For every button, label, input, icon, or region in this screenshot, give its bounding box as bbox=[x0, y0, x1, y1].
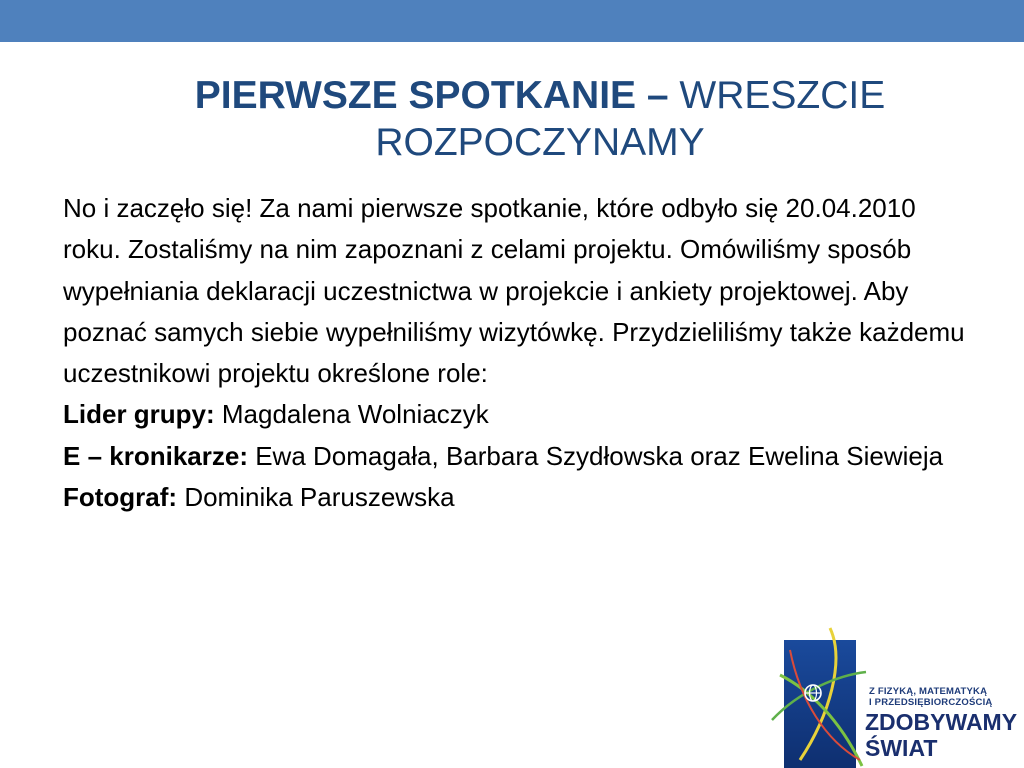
role-line-photographer bbox=[63, 477, 973, 518]
role-label: Lider grupy: bbox=[63, 399, 215, 430]
logo-caption-line: I PRZEDSIĘBIORCZOŚCIĄ bbox=[869, 697, 993, 708]
slide-body bbox=[63, 188, 973, 518]
top-accent-bar bbox=[0, 0, 1024, 42]
role-value: Magdalena Wolniaczyk bbox=[214, 399, 489, 430]
role-label: E – kronikarze: bbox=[63, 440, 248, 471]
slide-title bbox=[150, 72, 930, 166]
role-value: Ewa Domagała, Barbara Szydłowska oraz Ewelina Siewieja bbox=[247, 440, 944, 471]
role-line-leader bbox=[63, 394, 973, 435]
logo-caption-line: Z FIZYKĄ, MATEMATYKĄ bbox=[869, 686, 988, 697]
logo-caption bbox=[869, 686, 993, 708]
role-value: Dominika Paruszewska bbox=[177, 482, 455, 513]
logo-name-line: ŚWIAT bbox=[865, 735, 938, 761]
role-label: Fotograf: bbox=[63, 482, 178, 513]
role-line-chroniclers bbox=[63, 436, 973, 477]
logo-name bbox=[865, 709, 1017, 761]
logo-name-line: ZDOBYWAMY bbox=[865, 709, 1018, 735]
intro-paragraph: No i zaczęło się! Za nami pierwsze spotkanie, które odbyło się 20.04.2010 roku. Zostaliśmy na nim zapoznani z celami projektu. Omówiliśmy sposób wypełniania deklaracji uczestnictwa w projekcie i ankiety projektowej. Aby poznać samych siebie wypełniliśmy wizytówkę. Przydzieliliśmy także każdemu uczestnikowi projektu określone role: bbox=[63, 193, 965, 389]
slide-title-rest: WRESZCIE ROZPOCZYNAMY bbox=[375, 74, 886, 164]
slide-title-bold: PIERWSZE SPOTKANIE – bbox=[194, 74, 669, 117]
